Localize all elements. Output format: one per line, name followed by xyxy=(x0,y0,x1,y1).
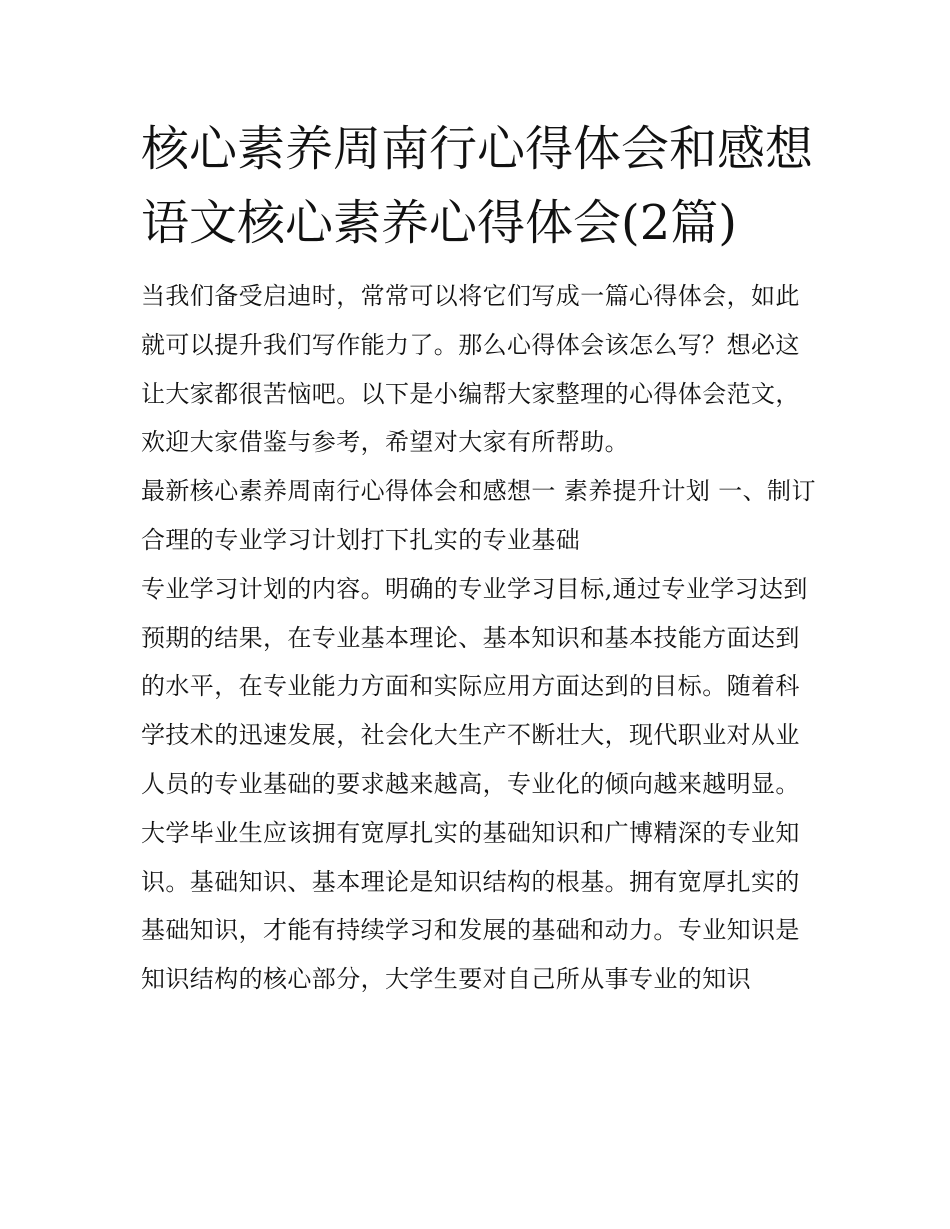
section-heading-paragraph: 最新核心素养周南行心得体会和感想一 素养提升计划 一、制订合理的专业学习计划打下扎实的专业基础 xyxy=(141,477,816,554)
body-paragraph: 专业学习计划的内容。明确的专业学习目标,通过专业学习达到预期的结果，在专业基本理论、基本知识和基本技能方面达到的水平，在专业能力方面和实际应用方面达到的目标。随着科学技术的迅速发展，社会化大生产不断壮大，现代职业对从业人员的专业基础的要求越来越高，专业化的倾向越来越明显。大学毕业生应该拥有宽厚扎实的基础知识和广博精深的专业知识。基础知识、基本理论是知识结构的根基。拥有宽厚扎实的基础知识，才能有持续学习和发展的基础和动力。专业知识是知识结构的核心部分，大学生要对自己所从事专业的知识 xyxy=(141,574,808,994)
intro-paragraph: 当我们备受启迪时，常常可以将它们写成一篇心得体会，如此就可以提升我们写作能力了。那么心得体会该怎么写？想必这让大家都很苦恼吧。以下是小编帮大家整理的心得体会范文，欢迎大家借鉴与参考，希望对大家有所帮助。 xyxy=(141,282,800,457)
document-body xyxy=(141,272,816,1004)
document-title: 核心素养周南行心得体会和感想 语文核心素养心得体会(2篇) xyxy=(141,121,814,251)
document-content xyxy=(141,112,816,1004)
